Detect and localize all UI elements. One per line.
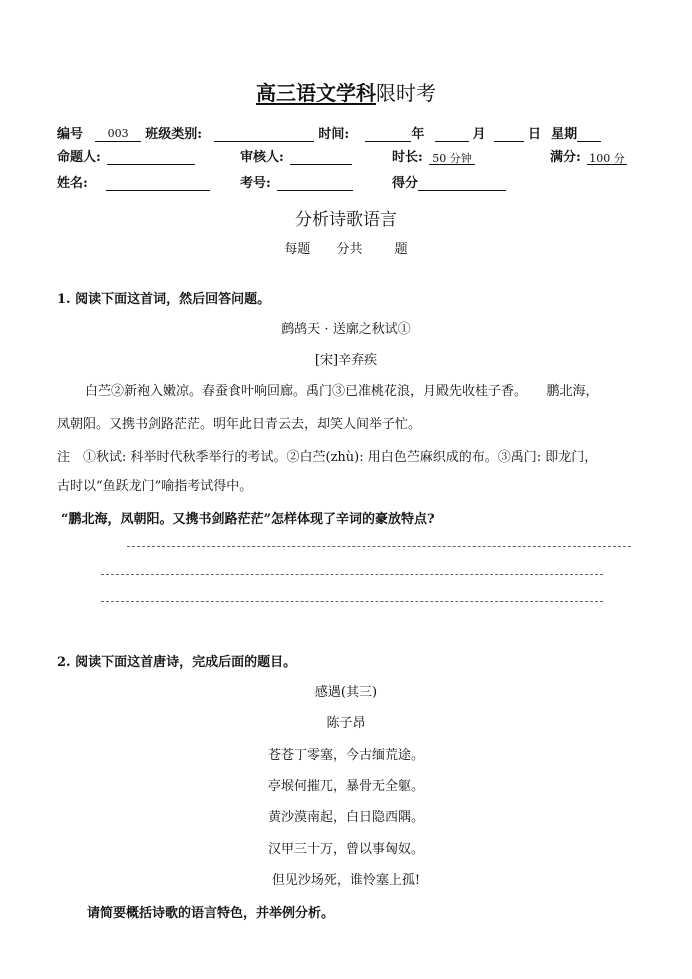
title-exam: 限时考 [376,81,436,105]
class-field[interactable] [214,127,314,142]
q2-poem-title: 感遇(其三) [314,685,378,700]
name-label: 姓名: [57,176,88,191]
q1-poem-author: [宋]辛弃疾 [314,353,378,368]
weekday-field[interactable] [577,127,601,142]
header-row-2 [57,146,195,165]
q2-poem-line: 苍苍丁零塞，今古缅荒途。 [267,748,424,763]
question-1-heading: 1. 阅读下面这首词，然后回答问题。 [57,292,271,307]
number-field[interactable]: 003 [95,127,141,142]
section-sub-total: 分共 [336,242,363,257]
q1-poem-line-1: 白苎②新袍入嫩凉。春蚕食叶响回廊。禹门③已准桃花浪，月殿先收桂子香。 鹏北海， [85,384,599,399]
day-field[interactable] [494,127,524,142]
q1-answer-line-2[interactable] [101,574,603,575]
q1-poem-title: 鹧鸪天 · 送廓之秋试① [281,322,411,337]
reviewer-field[interactable] [290,150,352,165]
exam-no-label: 考号: [240,176,271,191]
q2-poem-line: 亭堠何摧兀，暴骨无全躯。 [267,779,424,794]
q2-poem-line: 黄沙漠南起，白日隐西隅。 [267,810,424,825]
time-label: 时间: [318,127,350,142]
q2-poem-author: 陈子昂 [326,716,366,731]
q1-answer-line-3[interactable] [101,601,603,602]
year-label: 年 [411,127,425,142]
q1-question: “鹏北海，凤朝阳。又携书剑路茫茫”怎样体现了辛词的豪放特点? [61,512,435,527]
q1-note-line-1: 注 ①秋试: 科举时代秋季举行的考试。②白苎(zhù): 用白色苎麻织成的布。③禹门: 即龙门， [57,450,598,465]
weekday-label: 星期 [551,127,578,142]
title-subject: 高三语文学科 [256,81,376,105]
q2-question: 请简要概括诗歌的语言特色，并举例分析。 [87,906,335,921]
day-label: 日 [527,127,541,142]
grade-field[interactable] [418,176,506,191]
exam-no-group [240,172,353,191]
q2-poem-line: 但见沙场死，谁怜塞上孤! [271,873,421,888]
duration-group [392,146,475,165]
header-row-1 [57,123,601,142]
reviewer-group [240,146,352,165]
page-title [0,77,692,106]
header-row-3 [57,172,210,191]
name-field[interactable] [106,176,210,191]
author-label: 命题人: [57,150,101,165]
question-2-heading: 2. 阅读下面这首唐诗，完成后面的题目。 [57,655,297,670]
month-label: 月 [472,127,486,142]
class-label: 班级类别: [145,127,203,142]
duration-label: 时长: [392,150,423,165]
grade-label: 得分 [392,176,419,191]
section-title: 分析诗歌语言 [295,210,397,230]
month-field[interactable] [435,127,469,142]
author-field[interactable] [107,150,195,165]
score-field[interactable]: 100 分 [587,150,627,165]
q1-note-line-2: 古时以“鱼跃龙门”喻指考试得中。 [57,479,253,494]
q1-answer-line-1[interactable] [127,546,631,547]
reviewer-label: 审核人: [240,150,284,165]
score-group [550,146,627,165]
section-sub-count: 题 [394,242,408,257]
grade-group [392,172,506,191]
duration-field[interactable]: 50 分钟 [429,150,475,165]
q2-poem-line: 汉甲三十万，曾以事匈奴。 [267,842,424,857]
section-subtitle [0,238,692,257]
section-sub-each: 每题 [284,242,311,257]
number-label: 编号 [57,127,84,142]
q1-poem-line-2: 凤朝阳。又携书剑路茫茫。明年此日青云去，却笑人间举子忙。 [57,417,422,432]
year-field[interactable] [365,127,411,142]
exam-no-field[interactable] [277,176,353,191]
score-label: 满分: [550,150,581,165]
